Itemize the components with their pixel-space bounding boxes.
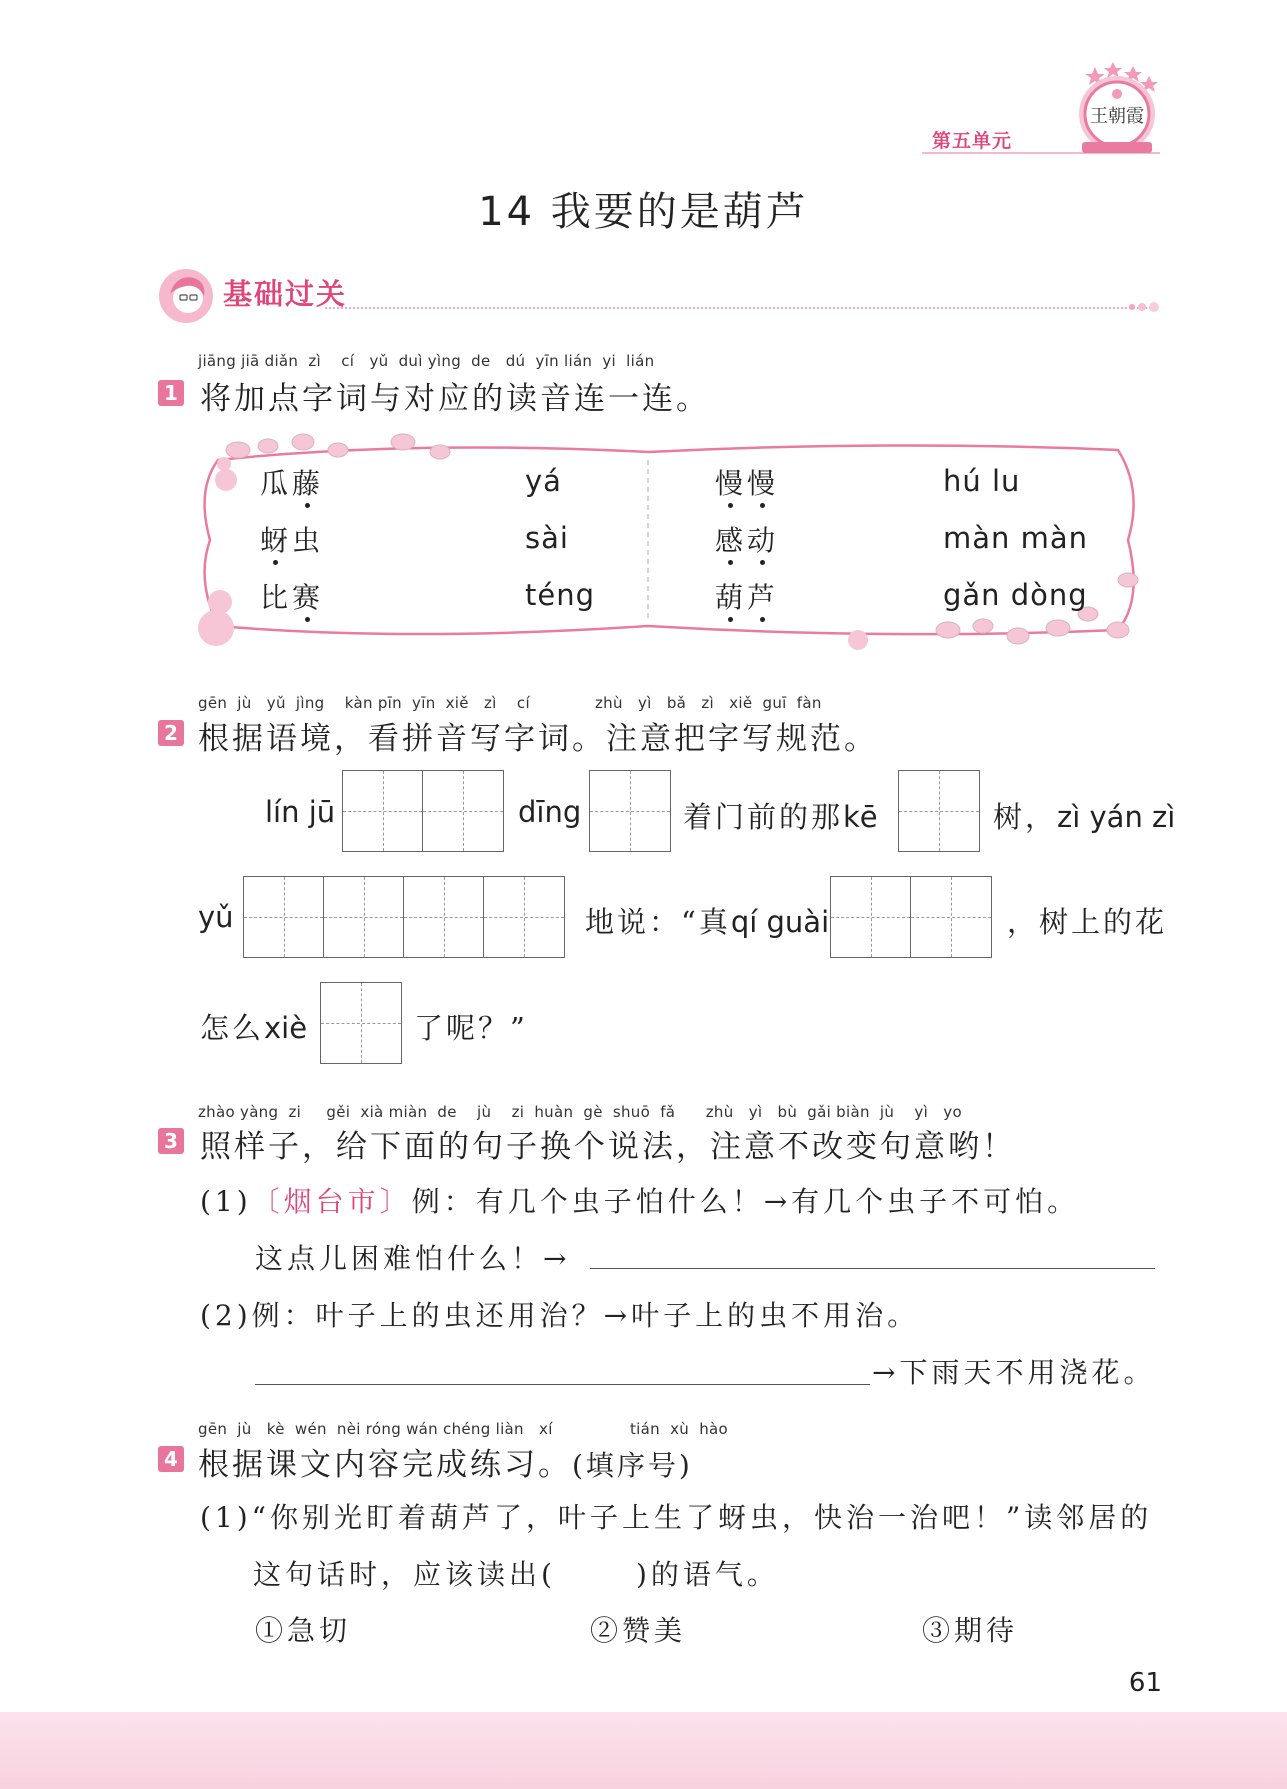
divider-dots-icon: [1128, 300, 1168, 314]
q4-option-1[interactable]: ①急切: [255, 1614, 352, 1647]
q1-left-pinyin: yá: [525, 464, 562, 498]
q2-number-badge: 2: [158, 720, 184, 746]
q3-instruction: 照样子，给下面的句子换个说法，注意不改变句意哟！: [200, 1129, 1016, 1165]
q4-pinyin-b: tián xù hào: [630, 1420, 728, 1438]
q2-row1-tail: 树，zì yán zì: [993, 800, 1176, 834]
answer-grid-ding[interactable]: [589, 770, 671, 852]
q4-number-badge: 4: [158, 1446, 184, 1472]
page-number: 61: [1128, 1668, 1162, 1698]
publisher-logo: [1072, 62, 1162, 157]
q2-pinyin-yu: yǔ: [198, 900, 234, 934]
q1-right-word: 慢慢: [715, 467, 780, 500]
lesson-title: 14 我要的是葫芦: [478, 189, 809, 235]
q3-item1-example: (1)〔烟台市〕例：有几个虫子怕什么！→有几个虫子不可怕。: [200, 1185, 1080, 1218]
answer-grid-linju[interactable]: [342, 770, 504, 852]
footer-band: [0, 1712, 1287, 1789]
q1-left-pinyin: téng: [525, 578, 596, 612]
section-divider: [325, 307, 1155, 309]
answer-grid-ziyanziyu[interactable]: [243, 876, 565, 958]
q1-left-word: 比赛: [260, 581, 325, 614]
teacher-avatar-icon: [158, 268, 214, 324]
unit-label: 第五单元: [932, 130, 1013, 152]
q2-instruction: 根据语境，看拼音写字词。注意把字写规范。: [198, 721, 878, 757]
answer-grid-qiguai[interactable]: [830, 876, 992, 958]
q4-option-2[interactable]: ②赞美: [590, 1614, 687, 1647]
q2-row1-text: [683, 795, 878, 836]
q2-row2-text: 地说：“真qí guài: [585, 905, 830, 939]
q4-pinyin-a: gēn jù kè wén nèi róng wán chéng liàn xí: [198, 1420, 553, 1438]
q3-item2-task: →下雨天不用浇花。: [872, 1356, 1156, 1389]
q1-left-word: 蚜虫: [260, 524, 325, 557]
q2-pinyin-linju: lín jū: [265, 795, 336, 829]
q1-left-word: 瓜藤: [260, 467, 325, 500]
q4-item1-line2: 这句话时，应该读出( )的语气。: [253, 1558, 779, 1591]
q3-item1-task: 这点儿困难怕什么！→: [255, 1242, 571, 1275]
q3-item2-answer-line[interactable]: [255, 1384, 870, 1385]
q2-pinyin-b: zhù yì bǎ zì xiě guī fàn: [595, 694, 822, 712]
q1-instruction: 将加点字词与对应的读音连一连。: [200, 381, 710, 417]
q4-instruction: 根据课文内容完成练习。(填序号): [198, 1447, 693, 1483]
q4-hint: (填序号): [572, 1449, 693, 1482]
q2-row1-text-a: 着门前的那: [683, 800, 844, 834]
q1-right-pinyin: hú lu: [943, 464, 1021, 498]
q2-pinyin-ding: dīng: [518, 795, 582, 829]
q1-right-pinyin: màn màn: [943, 521, 1089, 555]
q4-item1-line1: (1)“你别光盯着葫芦了，叶子上生了蚜虫，快治一治吧！”读邻居的: [200, 1501, 1153, 1534]
q3-number-badge: 3: [158, 1128, 184, 1154]
q3-pinyin: zhào yàng zi gěi xià miàn de jù zi huàn gè shuō fǎ zhù yì bù gǎi biàn jù yì yo: [198, 1103, 962, 1121]
section-title: 基础过关: [223, 277, 348, 311]
q1-left-pinyin: sài: [525, 521, 569, 555]
answer-grid-xie[interactable]: [320, 982, 402, 1064]
q1-number-badge: 1: [158, 380, 184, 406]
q1-right-pinyin: gǎn dòng: [943, 578, 1088, 612]
q2-row2-tail: ，树上的花: [1007, 905, 1168, 939]
q2-pinyin-a: gēn jù yǔ jìng kàn pīn yīn xiě zì cí: [198, 694, 530, 712]
q2-row3-tail: 了呢？”: [414, 1011, 528, 1045]
q1-right-word: 感动: [715, 524, 780, 557]
q2-pinyin-ke: kē: [843, 800, 878, 834]
region-tag: 〔烟台市〕: [251, 1185, 412, 1218]
q4-option-3[interactable]: ③期待: [922, 1614, 1019, 1647]
q3-item1-answer-line[interactable]: [590, 1268, 1155, 1269]
q3-item2-example: (2)例：叶子上的虫还用治？→叶子上的虫不用治。: [200, 1299, 920, 1332]
answer-grid-ke[interactable]: [898, 770, 980, 852]
q2-row3-text: 怎么xiè: [200, 1011, 308, 1045]
q1-pinyin: jiāng jiā diǎn zì cí yǔ duì yìng de dú yīn lián yi lián: [198, 352, 655, 370]
logo-text: 王朝霞: [1090, 106, 1144, 127]
q1-right-word: 葫芦: [715, 581, 780, 614]
